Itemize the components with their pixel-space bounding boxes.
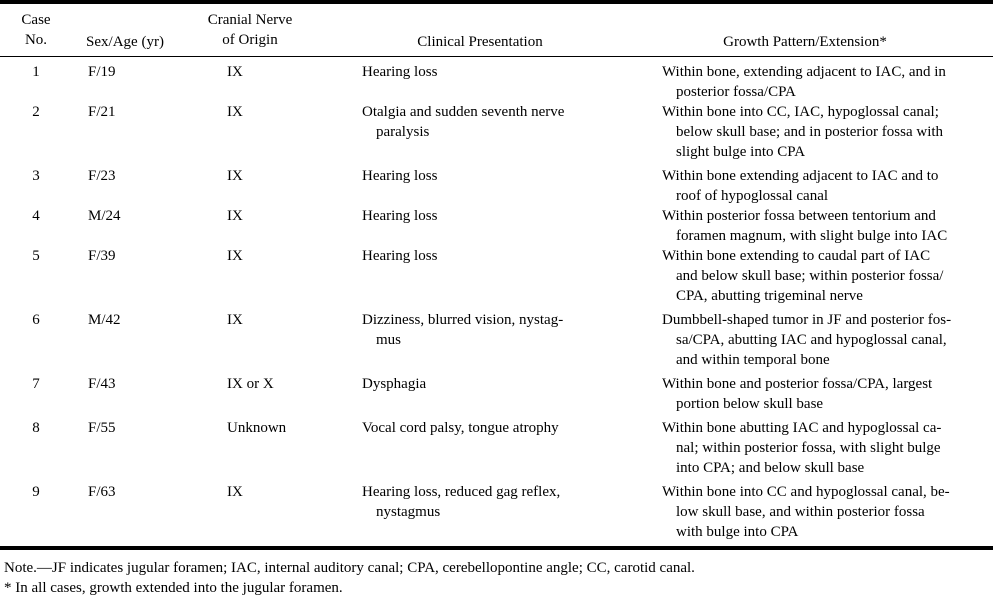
- presentation-line: Hearing loss, reduced gag reflex,: [362, 484, 561, 500]
- header-nerve-line-2: of Origin: [222, 32, 278, 48]
- growth-line: into CPA; and below skull base: [676, 460, 865, 476]
- header-case-line-1: Case: [21, 12, 51, 28]
- presentation-line: Hearing loss: [362, 248, 438, 264]
- clinical-presentation: [362, 62, 612, 82]
- cranial-nerve: IX: [227, 484, 243, 500]
- header-case-line-2: No.: [24, 32, 48, 48]
- presentation-line: Vocal cord palsy, tongue atrophy: [362, 420, 559, 436]
- growth-line: sa/CPA, abutting IAC and hypoglossal canal,: [676, 332, 947, 348]
- presentation-line: nystagmus: [376, 504, 441, 520]
- sex-age: F/21: [88, 104, 116, 120]
- header-case-no: [18, 10, 54, 50]
- case-number: 7: [32, 376, 40, 392]
- header-cranial-nerve: [195, 10, 305, 50]
- growth-line: Within bone extending adjacent to IAC and to: [662, 168, 939, 184]
- growth-line: Within bone extending to caudal part of IAC: [662, 248, 931, 264]
- sex-age: F/63: [88, 484, 116, 500]
- growth-line: posterior fossa/CPA: [676, 84, 796, 100]
- cranial-nerve: IX: [227, 312, 243, 328]
- sex-age: F/55: [88, 420, 116, 436]
- top-rule: [0, 0, 993, 4]
- growth-line: Within bone into CC and hypoglossal canal, be-: [662, 484, 950, 500]
- case-number: 8: [32, 420, 40, 436]
- growth-line: CPA, abutting trigeminal nerve: [676, 288, 863, 304]
- header-rule: [0, 56, 993, 57]
- clinical-presentation: [362, 166, 612, 186]
- growth-line: nal; within posterior fossa, with slight bulge: [676, 440, 941, 456]
- cranial-nerve: IX: [227, 248, 243, 264]
- case-number: 3: [32, 168, 40, 184]
- growth-line: and below skull base; within posterior fossa/: [676, 268, 944, 284]
- presentation-line: paralysis: [376, 124, 430, 140]
- growth-line: slight bulge into CPA: [676, 144, 806, 160]
- growth-pattern: [662, 418, 992, 478]
- growth-line: roof of hypoglossal canal: [676, 188, 829, 204]
- header-sex-age: Sex/Age (yr): [86, 34, 164, 50]
- clinical-presentation: [362, 102, 612, 142]
- presentation-line: Dysphagia: [362, 376, 427, 392]
- table-footnote: * In all cases, growth extended into the jugular foramen.: [4, 580, 343, 596]
- growth-line: low skull base, and within posterior fossa: [676, 504, 925, 520]
- sex-age: F/39: [88, 248, 116, 264]
- growth-line: and within temporal bone: [676, 352, 830, 368]
- table-note: Note.—JF indicates jugular foramen; IAC, internal auditory canal; CPA, cerebellopontine angle; CC, carotid canal.: [4, 560, 695, 576]
- growth-pattern: [662, 102, 992, 162]
- sex-age: M/42: [88, 312, 121, 328]
- growth-line: Within posterior fossa between tentorium and: [662, 208, 936, 224]
- header-growth-pattern: Growth Pattern/Extension*: [723, 34, 887, 50]
- clinical-presentation: [362, 482, 612, 522]
- clinical-presentation: [362, 246, 612, 266]
- clinical-presentation: [362, 206, 612, 226]
- growth-pattern: [662, 246, 992, 306]
- case-number: 6: [32, 312, 40, 328]
- presentation-line: Hearing loss: [362, 208, 438, 224]
- case-number: 1: [32, 64, 40, 80]
- cranial-nerve: IX: [227, 64, 243, 80]
- bottom-rule: [0, 546, 993, 550]
- clinical-presentation: [362, 418, 612, 438]
- growth-line: Within bone abutting IAC and hypoglossal ca-: [662, 420, 942, 436]
- growth-pattern: [662, 374, 992, 414]
- case-number: 5: [32, 248, 40, 264]
- header-clinical-presentation: Clinical Presentation: [417, 34, 543, 50]
- case-number: 9: [32, 484, 40, 500]
- presentation-line: Dizziness, blurred vision, nystag-: [362, 312, 564, 328]
- presentation-line: Hearing loss: [362, 64, 438, 80]
- sex-age: M/24: [88, 208, 121, 224]
- sex-age: F/23: [88, 168, 116, 184]
- presentation-line: Hearing loss: [362, 168, 438, 184]
- growth-line: foramen magnum, with slight bulge into IAC: [676, 228, 948, 244]
- growth-line: portion below skull base: [676, 396, 824, 412]
- sex-age: F/19: [88, 64, 116, 80]
- growth-line: Within bone into CC, IAC, hypoglossal canal;: [662, 104, 939, 120]
- presentation-line: mus: [376, 332, 402, 348]
- header-nerve-line-1: Cranial Nerve: [207, 12, 293, 28]
- growth-line: Within bone, extending adjacent to IAC, and in: [662, 64, 946, 80]
- cranial-nerve: IX: [227, 168, 243, 184]
- growth-line: Within bone and posterior fossa/CPA, largest: [662, 376, 933, 392]
- cranial-nerve: Unknown: [227, 420, 287, 436]
- cranial-nerve: IX: [227, 104, 243, 120]
- case-number: 4: [32, 208, 40, 224]
- case-number: 2: [32, 104, 40, 120]
- growth-pattern: [662, 206, 992, 246]
- sex-age: F/43: [88, 376, 116, 392]
- growth-pattern: [662, 62, 992, 102]
- growth-pattern: [662, 482, 992, 542]
- presentation-line: Otalgia and sudden seventh nerve: [362, 104, 565, 120]
- growth-line: with bulge into CPA: [676, 524, 799, 540]
- cranial-nerve: IX: [227, 208, 243, 224]
- clinical-presentation: [362, 374, 612, 394]
- cranial-nerve: IX or X: [227, 376, 274, 392]
- growth-pattern: [662, 166, 992, 206]
- clinical-presentation: [362, 310, 612, 350]
- growth-pattern: [662, 310, 992, 370]
- growth-line: below skull base; and in posterior fossa with: [676, 124, 944, 140]
- growth-line: Dumbbell-shaped tumor in JF and posterior fos-: [662, 312, 952, 328]
